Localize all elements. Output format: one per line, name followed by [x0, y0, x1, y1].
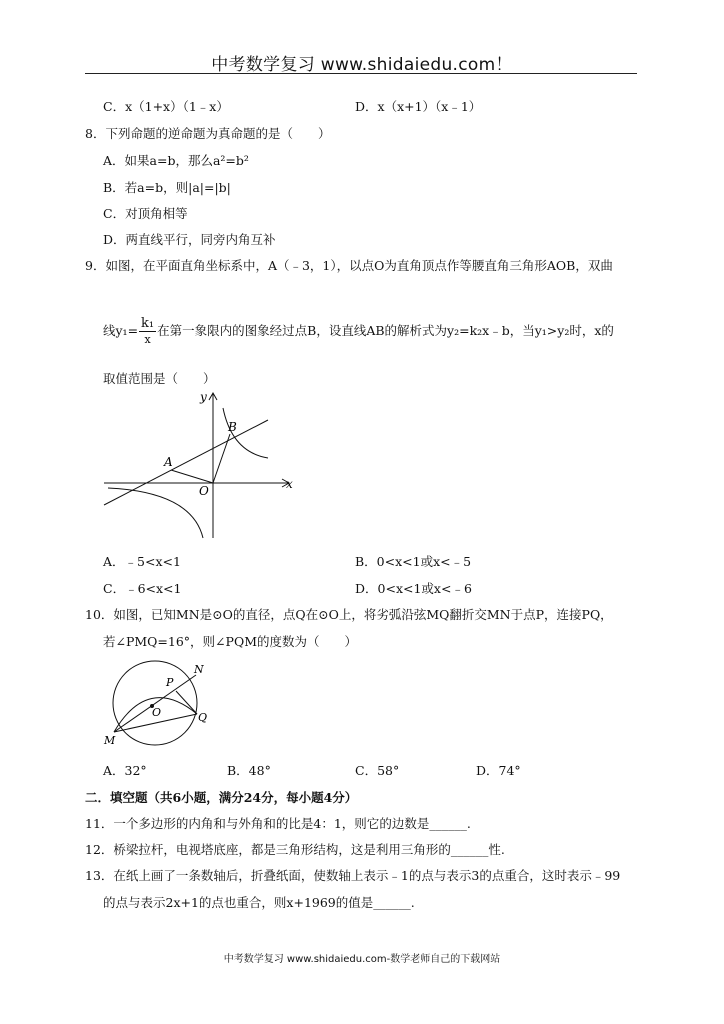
q9-option-d: D．0<x<1或x<﹣6 — [355, 581, 472, 596]
q9-label-x: x — [286, 477, 293, 491]
q10-label-p: P — [166, 676, 174, 689]
q9-frac-num: k₁ — [141, 316, 155, 331]
q10-figure — [100, 656, 220, 748]
q9-label-a: A — [164, 455, 173, 469]
q9-label-o: O — [199, 484, 209, 498]
q13-line2: 的点与表示2x+1的点也重合，则x+1969的值是______. — [103, 895, 415, 910]
q11-text: 11．一个多边形的内角和与外角和的比是4：1，则它的边数是______. — [85, 816, 471, 831]
q7-option-d: D．x（x+1）（x﹣1） — [355, 99, 482, 114]
q9-figure — [100, 388, 300, 540]
q13-line1: 13．在纸上画了一条数轴后，折叠纸面，使数轴上表示﹣1的点与表示3的点重合，这时表示﹣99 — [85, 868, 621, 883]
q9-segment-ob — [213, 434, 230, 483]
q8-option-b: B．若a=b，则|a|=|b| — [103, 180, 231, 195]
q10-stem-line1: 10．如图，已知MN是⊙O的直径，点Q在⊙O上，将劣弧沿弦MQ翻折交MN于点P，连接PQ， — [85, 607, 613, 622]
q9-stem2-post: 在第一象限内的图象经过点B，设直线AB的解析式为y₂=k₂x﹣b，当y₁>y₂时，x的 — [157, 323, 614, 338]
q9-fraction — [139, 316, 156, 347]
page-footer: 中考数学复习 www.shidaiedu.com-数学老师自己的下载网站 — [223, 954, 501, 965]
section-2-title: 二．填空题（共6小题，满分24分，每小题4分） — [85, 790, 358, 805]
q10-option-a: A．32° — [103, 763, 147, 778]
q9-stem-line1: 9．如图，在平面直角坐标系中，A（﹣3，1），以点O为直角顶点作等腰直角三角形AOB，双曲 — [85, 258, 613, 273]
q10-label-m: M — [104, 734, 116, 747]
q8-option-a: A．如果a=b，那么a²=b² — [103, 153, 249, 168]
q9-line-ab — [104, 420, 268, 505]
q7-option-c: C．x（1+x）（1﹣x） — [103, 99, 229, 114]
q9-label-y: y — [200, 390, 207, 404]
q10-option-b: B．48° — [227, 763, 271, 778]
q10-label-o: O — [152, 706, 162, 719]
q10-stem-line2: 若∠PMQ=16°，则∠PQM的度数为（ ） — [103, 634, 357, 649]
q12-text: 12．桥梁拉杆，电视塔底座，都是三角形结构，这是利用三角形的______性. — [85, 842, 505, 857]
q9-segment-oa — [171, 470, 213, 483]
q10-option-d: D．74° — [476, 763, 521, 778]
q9-frac-den: x — [144, 333, 151, 346]
q9-stem-line3: 取值范围是（ ） — [103, 371, 216, 386]
q8-stem: 8．下列命题的逆命题为真命题的是（ ） — [85, 126, 331, 141]
q10-label-n: N — [194, 663, 204, 676]
q9-option-c: C．﹣6<x<1 — [103, 581, 182, 596]
q10-option-c: C．58° — [355, 763, 400, 778]
q9-label-b: B — [228, 420, 237, 434]
header-rule — [85, 73, 637, 74]
q9-stem2-pre: 线y₁= — [103, 323, 139, 338]
q9-stem-line2 — [103, 316, 614, 347]
q9-option-b: B．0<x<1或x<﹣5 — [355, 554, 472, 569]
q8-option-c: C．对顶角相等 — [103, 206, 188, 221]
q8-option-d: D．两直线平行，同旁内角互补 — [103, 232, 276, 247]
q9-option-a: A．﹣5<x<1 — [103, 554, 181, 569]
q10-label-q: Q — [198, 711, 208, 724]
page-header: 中考数学复习 www.shidaiedu.com！ — [211, 55, 513, 75]
